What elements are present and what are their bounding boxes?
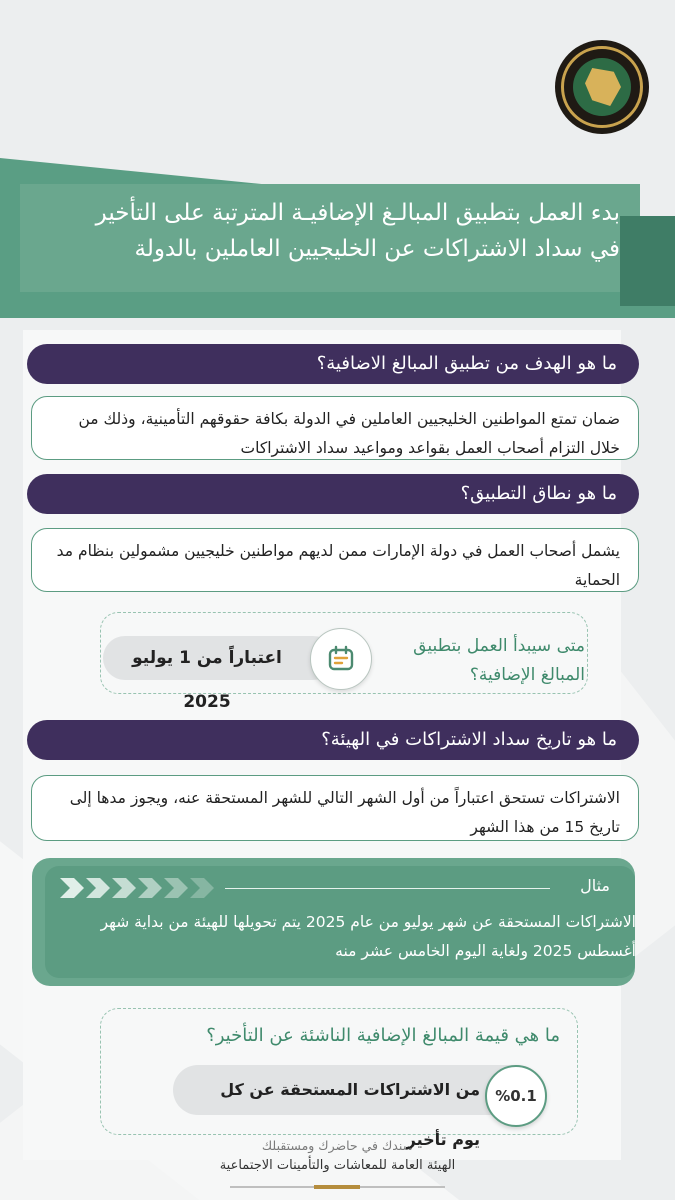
title-line-1: بدء العمل بتطبيق المبالـغ الإضافيـة المترتبة على التأخير: [95, 200, 620, 226]
title-line-2: في سداد الاشتراكات عن الخليجيين العاملين بالدولة: [134, 235, 620, 262]
gcc-emblem-logo: [555, 40, 649, 134]
payment-date-question-bar: ما هو تاريخ سداد الاشتراكات في الهيئة؟: [27, 720, 639, 760]
calendar-icon: [327, 645, 355, 673]
title-banner: [0, 158, 675, 318]
start-answer: اعتباراً من 1 يوليو 2025: [132, 648, 282, 712]
goal-answer: ضمان تمتع المواطنين الخليجيين العاملين في الدولة بكافة حقوقهم التأمينية، وذلك من خلال التزام أصحاب العمل بقواعد ومواعيد سداد الاشتراكات: [31, 396, 639, 460]
goal-question-bar: ما هو الهدف من تطبيق المبالغ الاضافية؟: [27, 344, 639, 384]
start-question-line-1: متى سيبدأ العمل بتطبيق: [413, 636, 585, 656]
calendar-icon-badge: [310, 628, 372, 690]
late-value-question: ما هي قيمة المبالغ الإضافية الناشئة عن التأخير؟: [206, 1025, 560, 1046]
footer-tagline: سندك في حاضرك ومستقبلك: [261, 1138, 414, 1153]
late-value-answer: من الاشتراكات المستحقة عن كل يوم تأخير: [220, 1080, 480, 1149]
footer-accent-mark: [314, 1185, 360, 1189]
payment-date-answer: الاشتراكات تستحق اعتباراً من أول الشهر التالي للشهر المستحقة عنه، ويجوز مدها إلى تاريخ 15 من هذا الشهر: [31, 775, 639, 841]
example-text: الاشتراكات المستحقة عن شهر يوليو من عام 2025 يتم تحويلها للهيئة من بداية شهر أغسطس 2025 ولغاية اليوم الخامس عشر منه: [100, 913, 636, 960]
start-question-line-2: المبالغ الإضافية؟: [469, 664, 585, 685]
percent-badge: %0.1: [485, 1065, 547, 1127]
scope-question-bar: ما هو نطاق التطبيق؟: [27, 474, 639, 514]
scope-answer: يشمل أصحاب العمل في دولة الإمارات ممن لديهم مواطنين خليجيين مشمولين بنظام مد الحماية: [31, 528, 639, 592]
footer-org-name: الهيئة العامة للمعاشات والتأمينات الاجتماعية: [219, 1158, 456, 1173]
example-divider: [225, 888, 550, 889]
example-label: مثال: [580, 876, 610, 895]
chevron-arrows-icon: [60, 876, 220, 900]
start-question: [380, 632, 585, 690]
page-title: [40, 196, 620, 267]
